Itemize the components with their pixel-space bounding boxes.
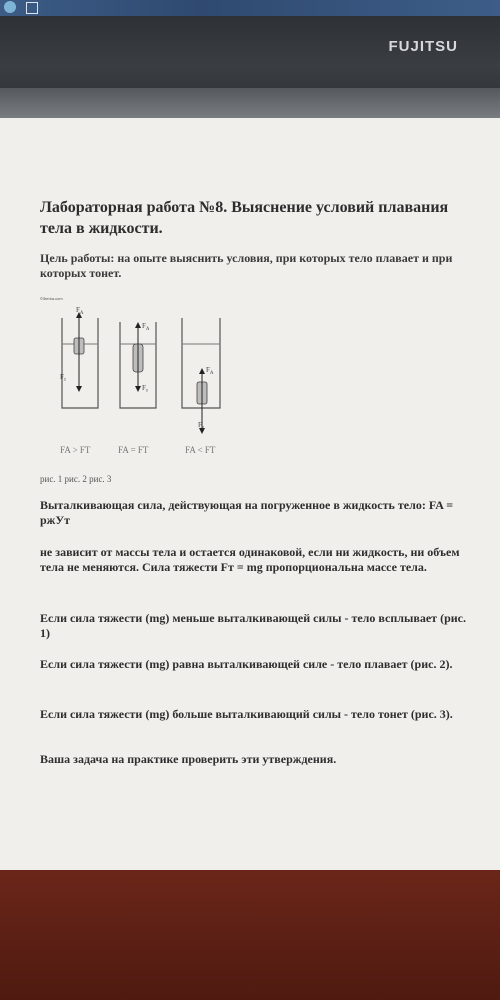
screen-orb-icon [4,1,16,13]
fa-label-3: $F_A$ [206,366,214,376]
vessel-1 [62,312,98,408]
paragraph-independence: не зависит от массы тела и остается одинаковой, если ни жидкость, ни объем тела не меняются. Сила тяжести Fт = mg пропорциональна массе тела. [40,545,460,574]
screen-checkbox-icon [26,2,38,14]
monitor-brand-logo: FUJITSU [388,38,458,55]
document-goal: Цель работы: на опыте выяснить условия, при которых тело плавает и при которых тонет. [40,251,453,280]
ft-label-3: $F_т$ [198,421,205,431]
paragraph-floats: Если сила тяжести (mg) равна выталкивающей силе - тело плавает (рис. 2). [40,657,453,671]
table-surface [0,870,500,1000]
monitor-stand [0,88,500,120]
fa-label-1: $F_A$ [76,306,84,316]
document-title: Лабораторная работа №8. Выяснение условий плавания тела в жидкости. [40,199,449,237]
buoyancy-formula: FA = pжУт [40,498,454,527]
figure-caption-3: FA < FT [185,445,216,455]
paragraph-buoyancy-force [40,498,470,528]
screen-edge [0,0,500,16]
paragraph-task: Ваша задача на практике проверить эти утверждения. [40,752,337,766]
figure-caption-1: FA > FT [60,445,91,455]
vessel-2 [120,322,156,408]
figure-copyright: ©5terka.com [40,296,63,301]
ft-label-1: $F_т$ [60,373,67,383]
vessel-3 [182,318,220,434]
paragraph-buoyancy-text: Выталкивающая сила, действующая на погруженное в жидкость тело: [40,498,429,512]
buoyancy-figure [40,302,260,462]
figure-caption-2: FA = FT [118,445,149,455]
figure-refs: рис. 1 рис. 2 рис. 3 [40,474,112,484]
ft-label-2: $F_т$ [142,384,149,394]
fa-label-2: $F_A$ [142,322,150,332]
paragraph-floats-up: Если сила тяжести (mg) меньше выталкивающей силы - тело всплывает (рис. 1) [40,611,466,640]
paragraph-sinks: Если сила тяжести (mg) больше выталкивающий силы - тело тонет (рис. 3). [40,707,453,721]
